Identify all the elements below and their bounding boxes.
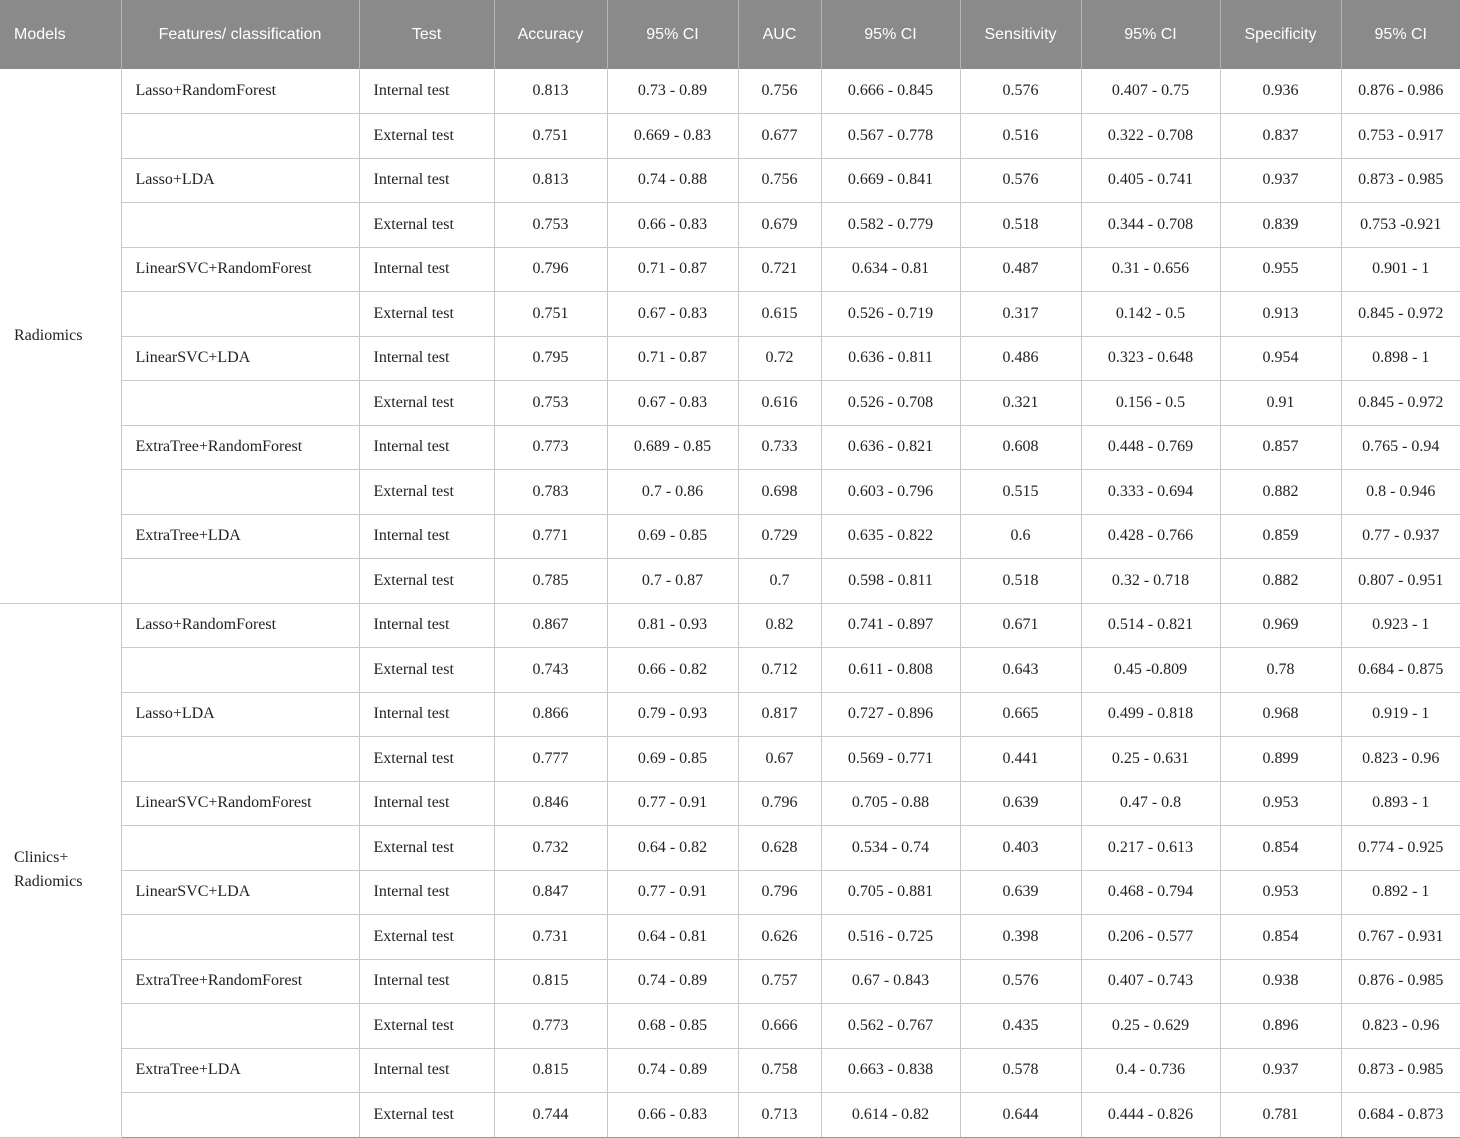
test-cell: Internal test xyxy=(359,247,494,292)
sensitivity-ci-cell: 0.514 - 0.821 xyxy=(1081,603,1220,648)
specificity-cell: 0.781 xyxy=(1220,1093,1341,1138)
header-auc-ci: 95% CI xyxy=(821,0,960,69)
specificity-ci-cell: 0.845 - 0.972 xyxy=(1341,381,1460,426)
auc-cell: 0.729 xyxy=(738,514,821,559)
accuracy-ci-cell: 0.64 - 0.82 xyxy=(607,826,738,871)
sensitivity-cell: 0.608 xyxy=(960,425,1081,470)
auc-ci-cell: 0.562 - 0.767 xyxy=(821,1004,960,1049)
auc-cell: 0.733 xyxy=(738,425,821,470)
feature-cell: Lasso+LDA xyxy=(121,158,359,203)
accuracy-cell: 0.846 xyxy=(494,781,607,826)
auc-ci-cell: 0.705 - 0.88 xyxy=(821,781,960,826)
auc-ci-cell: 0.669 - 0.841 xyxy=(821,158,960,203)
specificity-ci-cell: 0.774 - 0.925 xyxy=(1341,826,1460,871)
sensitivity-cell: 0.6 xyxy=(960,514,1081,559)
auc-ci-cell: 0.567 - 0.778 xyxy=(821,114,960,159)
accuracy-cell: 0.815 xyxy=(494,1048,607,1093)
sensitivity-ci-cell: 0.217 - 0.613 xyxy=(1081,826,1220,871)
accuracy-cell: 0.743 xyxy=(494,648,607,693)
sensitivity-cell: 0.643 xyxy=(960,648,1081,693)
specificity-ci-cell: 0.893 - 1 xyxy=(1341,781,1460,826)
feature-cell xyxy=(121,826,359,871)
table-row xyxy=(0,826,1460,871)
accuracy-cell: 0.773 xyxy=(494,425,607,470)
specificity-ci-cell: 0.845 - 0.972 xyxy=(1341,292,1460,337)
auc-ci-cell: 0.614 - 0.82 xyxy=(821,1093,960,1138)
feature-cell xyxy=(121,559,359,604)
feature-cell: ExtraTree+RandomForest xyxy=(121,959,359,1004)
table-row xyxy=(0,870,1460,915)
specificity-ci-cell: 0.876 - 0.986 xyxy=(1341,69,1460,114)
accuracy-cell: 0.867 xyxy=(494,603,607,648)
specificity-cell: 0.953 xyxy=(1220,870,1341,915)
auc-cell: 0.713 xyxy=(738,1093,821,1138)
sensitivity-ci-cell: 0.142 - 0.5 xyxy=(1081,292,1220,337)
specificity-ci-cell: 0.873 - 0.985 xyxy=(1341,158,1460,203)
auc-cell: 0.72 xyxy=(738,336,821,381)
sensitivity-ci-cell: 0.32 - 0.718 xyxy=(1081,559,1220,604)
auc-ci-cell: 0.705 - 0.881 xyxy=(821,870,960,915)
header-accuracy-ci: 95% CI xyxy=(607,0,738,69)
sensitivity-cell: 0.321 xyxy=(960,381,1081,426)
specificity-cell: 0.953 xyxy=(1220,781,1341,826)
table-row xyxy=(0,514,1460,559)
specificity-ci-cell: 0.77 - 0.937 xyxy=(1341,514,1460,559)
accuracy-ci-cell: 0.77 - 0.91 xyxy=(607,781,738,826)
sensitivity-ci-cell: 0.407 - 0.743 xyxy=(1081,959,1220,1004)
auc-cell: 0.628 xyxy=(738,826,821,871)
specificity-cell: 0.837 xyxy=(1220,114,1341,159)
accuracy-ci-cell: 0.71 - 0.87 xyxy=(607,336,738,381)
specificity-ci-cell: 0.876 - 0.985 xyxy=(1341,959,1460,1004)
sensitivity-ci-cell: 0.499 - 0.818 xyxy=(1081,692,1220,737)
sensitivity-ci-cell: 0.333 - 0.694 xyxy=(1081,470,1220,515)
sensitivity-cell: 0.576 xyxy=(960,69,1081,114)
sensitivity-ci-cell: 0.407 - 0.75 xyxy=(1081,69,1220,114)
table-row xyxy=(0,247,1460,292)
table-row xyxy=(0,737,1460,782)
specificity-ci-cell: 0.684 - 0.873 xyxy=(1341,1093,1460,1138)
header-row xyxy=(0,0,1460,69)
accuracy-ci-cell: 0.79 - 0.93 xyxy=(607,692,738,737)
test-cell: Internal test xyxy=(359,781,494,826)
specificity-cell: 0.854 xyxy=(1220,826,1341,871)
accuracy-cell: 0.744 xyxy=(494,1093,607,1138)
sensitivity-cell: 0.576 xyxy=(960,158,1081,203)
auc-ci-cell: 0.67 - 0.843 xyxy=(821,959,960,1004)
feature-cell: LinearSVC+LDA xyxy=(121,336,359,381)
table-header xyxy=(0,0,1460,69)
auc-cell: 0.7 xyxy=(738,559,821,604)
specificity-cell: 0.913 xyxy=(1220,292,1341,337)
auc-cell: 0.757 xyxy=(738,959,821,1004)
auc-cell: 0.796 xyxy=(738,870,821,915)
test-cell: External test xyxy=(359,648,494,693)
feature-cell: LinearSVC+LDA xyxy=(121,870,359,915)
header-specificity-ci: 95% CI xyxy=(1341,0,1460,69)
accuracy-cell: 0.751 xyxy=(494,292,607,337)
sensitivity-cell: 0.639 xyxy=(960,781,1081,826)
specificity-ci-cell: 0.823 - 0.96 xyxy=(1341,737,1460,782)
auc-ci-cell: 0.741 - 0.897 xyxy=(821,603,960,648)
specificity-ci-cell: 0.807 - 0.951 xyxy=(1341,559,1460,604)
specificity-cell: 0.857 xyxy=(1220,425,1341,470)
header-specificity: Specificity xyxy=(1220,0,1341,69)
test-cell: Internal test xyxy=(359,692,494,737)
test-cell: External test xyxy=(359,381,494,426)
auc-cell: 0.756 xyxy=(738,158,821,203)
sensitivity-cell: 0.486 xyxy=(960,336,1081,381)
feature-cell xyxy=(121,648,359,693)
test-cell: External test xyxy=(359,559,494,604)
feature-cell: ExtraTree+LDA xyxy=(121,514,359,559)
auc-cell: 0.698 xyxy=(738,470,821,515)
sensitivity-cell: 0.518 xyxy=(960,203,1081,248)
test-cell: Internal test xyxy=(359,514,494,559)
table-row xyxy=(0,559,1460,604)
sensitivity-ci-cell: 0.468 - 0.794 xyxy=(1081,870,1220,915)
accuracy-cell: 0.813 xyxy=(494,158,607,203)
sensitivity-ci-cell: 0.428 - 0.766 xyxy=(1081,514,1220,559)
sensitivity-ci-cell: 0.25 - 0.629 xyxy=(1081,1004,1220,1049)
sensitivity-cell: 0.317 xyxy=(960,292,1081,337)
test-cell: External test xyxy=(359,203,494,248)
test-cell: Internal test xyxy=(359,336,494,381)
header-sensitivity-ci: 95% CI xyxy=(1081,0,1220,69)
table-body xyxy=(0,69,1460,1137)
specificity-cell: 0.954 xyxy=(1220,336,1341,381)
specificity-cell: 0.896 xyxy=(1220,1004,1341,1049)
specificity-ci-cell: 0.8 - 0.946 xyxy=(1341,470,1460,515)
sensitivity-cell: 0.516 xyxy=(960,114,1081,159)
sensitivity-ci-cell: 0.323 - 0.648 xyxy=(1081,336,1220,381)
table-row xyxy=(0,158,1460,203)
table-row xyxy=(0,692,1460,737)
accuracy-ci-cell: 0.68 - 0.85 xyxy=(607,1004,738,1049)
accuracy-cell: 0.753 xyxy=(494,381,607,426)
accuracy-cell: 0.777 xyxy=(494,737,607,782)
test-cell: Internal test xyxy=(359,158,494,203)
feature-cell: Lasso+LDA xyxy=(121,692,359,737)
sensitivity-cell: 0.639 xyxy=(960,870,1081,915)
auc-ci-cell: 0.569 - 0.771 xyxy=(821,737,960,782)
accuracy-cell: 0.847 xyxy=(494,870,607,915)
auc-ci-cell: 0.636 - 0.821 xyxy=(821,425,960,470)
accuracy-ci-cell: 0.77 - 0.91 xyxy=(607,870,738,915)
test-cell: Internal test xyxy=(359,425,494,470)
specificity-ci-cell: 0.823 - 0.96 xyxy=(1341,1004,1460,1049)
specificity-ci-cell: 0.767 - 0.931 xyxy=(1341,915,1460,960)
accuracy-cell: 0.815 xyxy=(494,959,607,1004)
feature-cell xyxy=(121,203,359,248)
sensitivity-ci-cell: 0.31 - 0.656 xyxy=(1081,247,1220,292)
table-row xyxy=(0,959,1460,1004)
table-row xyxy=(0,1048,1460,1093)
feature-cell: ExtraTree+LDA xyxy=(121,1048,359,1093)
auc-cell: 0.82 xyxy=(738,603,821,648)
accuracy-cell: 0.753 xyxy=(494,203,607,248)
accuracy-cell: 0.795 xyxy=(494,336,607,381)
specificity-ci-cell: 0.898 - 1 xyxy=(1341,336,1460,381)
sensitivity-ci-cell: 0.206 - 0.577 xyxy=(1081,915,1220,960)
feature-cell: ExtraTree+RandomForest xyxy=(121,425,359,470)
test-cell: External test xyxy=(359,114,494,159)
auc-cell: 0.721 xyxy=(738,247,821,292)
header-auc: AUC xyxy=(738,0,821,69)
accuracy-cell: 0.785 xyxy=(494,559,607,604)
table-row xyxy=(0,69,1460,114)
table-row xyxy=(0,336,1460,381)
accuracy-ci-cell: 0.69 - 0.85 xyxy=(607,514,738,559)
sensitivity-ci-cell: 0.4 - 0.736 xyxy=(1081,1048,1220,1093)
auc-cell: 0.758 xyxy=(738,1048,821,1093)
sensitivity-cell: 0.671 xyxy=(960,603,1081,648)
header-accuracy: Accuracy xyxy=(494,0,607,69)
specificity-cell: 0.968 xyxy=(1220,692,1341,737)
table-row xyxy=(0,292,1460,337)
specificity-ci-cell: 0.753 -0.921 xyxy=(1341,203,1460,248)
auc-ci-cell: 0.603 - 0.796 xyxy=(821,470,960,515)
feature-cell xyxy=(121,470,359,515)
auc-cell: 0.817 xyxy=(738,692,821,737)
specificity-ci-cell: 0.765 - 0.94 xyxy=(1341,425,1460,470)
accuracy-ci-cell: 0.67 - 0.83 xyxy=(607,292,738,337)
specificity-cell: 0.955 xyxy=(1220,247,1341,292)
auc-cell: 0.679 xyxy=(738,203,821,248)
test-cell: External test xyxy=(359,292,494,337)
auc-ci-cell: 0.636 - 0.811 xyxy=(821,336,960,381)
header-models: Models xyxy=(0,0,121,69)
accuracy-ci-cell: 0.71 - 0.87 xyxy=(607,247,738,292)
accuracy-ci-cell: 0.73 - 0.89 xyxy=(607,69,738,114)
sensitivity-cell: 0.487 xyxy=(960,247,1081,292)
test-cell: Internal test xyxy=(359,870,494,915)
test-cell: Internal test xyxy=(359,1048,494,1093)
specificity-ci-cell: 0.919 - 1 xyxy=(1341,692,1460,737)
accuracy-ci-cell: 0.669 - 0.83 xyxy=(607,114,738,159)
test-cell: Internal test xyxy=(359,603,494,648)
auc-cell: 0.677 xyxy=(738,114,821,159)
accuracy-cell: 0.732 xyxy=(494,826,607,871)
auc-ci-cell: 0.582 - 0.779 xyxy=(821,203,960,248)
accuracy-ci-cell: 0.7 - 0.86 xyxy=(607,470,738,515)
auc-cell: 0.615 xyxy=(738,292,821,337)
table-row xyxy=(0,203,1460,248)
auc-cell: 0.796 xyxy=(738,781,821,826)
specificity-cell: 0.899 xyxy=(1220,737,1341,782)
specificity-cell: 0.839 xyxy=(1220,203,1341,248)
feature-cell xyxy=(121,915,359,960)
accuracy-cell: 0.731 xyxy=(494,915,607,960)
feature-cell: LinearSVC+RandomForest xyxy=(121,247,359,292)
specificity-cell: 0.859 xyxy=(1220,514,1341,559)
feature-cell: LinearSVC+RandomForest xyxy=(121,781,359,826)
specificity-ci-cell: 0.892 - 1 xyxy=(1341,870,1460,915)
table-row xyxy=(0,603,1460,648)
accuracy-cell: 0.796 xyxy=(494,247,607,292)
specificity-cell: 0.882 xyxy=(1220,559,1341,604)
accuracy-cell: 0.813 xyxy=(494,69,607,114)
specificity-cell: 0.854 xyxy=(1220,915,1341,960)
sensitivity-cell: 0.515 xyxy=(960,470,1081,515)
model-group-label: Clinics+ Radiomics xyxy=(0,603,121,1137)
feature-cell xyxy=(121,1004,359,1049)
sensitivity-ci-cell: 0.156 - 0.5 xyxy=(1081,381,1220,426)
feature-cell xyxy=(121,381,359,426)
auc-ci-cell: 0.666 - 0.845 xyxy=(821,69,960,114)
sensitivity-ci-cell: 0.405 - 0.741 xyxy=(1081,158,1220,203)
table-row xyxy=(0,425,1460,470)
feature-cell xyxy=(121,1093,359,1138)
test-cell: External test xyxy=(359,1004,494,1049)
specificity-cell: 0.91 xyxy=(1220,381,1341,426)
test-cell: External test xyxy=(359,737,494,782)
accuracy-ci-cell: 0.74 - 0.89 xyxy=(607,1048,738,1093)
specificity-cell: 0.937 xyxy=(1220,1048,1341,1093)
feature-cell xyxy=(121,292,359,337)
auc-ci-cell: 0.526 - 0.708 xyxy=(821,381,960,426)
sensitivity-cell: 0.441 xyxy=(960,737,1081,782)
test-cell: Internal test xyxy=(359,69,494,114)
sensitivity-cell: 0.576 xyxy=(960,959,1081,1004)
accuracy-ci-cell: 0.74 - 0.89 xyxy=(607,959,738,1004)
feature-cell xyxy=(121,737,359,782)
accuracy-cell: 0.866 xyxy=(494,692,607,737)
auc-cell: 0.712 xyxy=(738,648,821,693)
accuracy-ci-cell: 0.7 - 0.87 xyxy=(607,559,738,604)
auc-ci-cell: 0.727 - 0.896 xyxy=(821,692,960,737)
feature-cell: Lasso+RandomForest xyxy=(121,603,359,648)
model-group-label: Radiomics xyxy=(0,69,121,603)
specificity-ci-cell: 0.873 - 0.985 xyxy=(1341,1048,1460,1093)
auc-ci-cell: 0.635 - 0.822 xyxy=(821,514,960,559)
header-features: Features/ classification xyxy=(121,0,359,69)
auc-ci-cell: 0.611 - 0.808 xyxy=(821,648,960,693)
header-sensitivity: Sensitivity xyxy=(960,0,1081,69)
specificity-ci-cell: 0.901 - 1 xyxy=(1341,247,1460,292)
auc-ci-cell: 0.634 - 0.81 xyxy=(821,247,960,292)
specificity-cell: 0.938 xyxy=(1220,959,1341,1004)
accuracy-ci-cell: 0.67 - 0.83 xyxy=(607,381,738,426)
specificity-ci-cell: 0.923 - 1 xyxy=(1341,603,1460,648)
sensitivity-cell: 0.403 xyxy=(960,826,1081,871)
sensitivity-ci-cell: 0.25 - 0.631 xyxy=(1081,737,1220,782)
accuracy-ci-cell: 0.64 - 0.81 xyxy=(607,915,738,960)
header-test: Test xyxy=(359,0,494,69)
auc-ci-cell: 0.663 - 0.838 xyxy=(821,1048,960,1093)
test-cell: External test xyxy=(359,470,494,515)
accuracy-cell: 0.771 xyxy=(494,514,607,559)
accuracy-ci-cell: 0.689 - 0.85 xyxy=(607,425,738,470)
table-row xyxy=(0,915,1460,960)
accuracy-cell: 0.783 xyxy=(494,470,607,515)
table-row xyxy=(0,1093,1460,1138)
accuracy-cell: 0.751 xyxy=(494,114,607,159)
auc-ci-cell: 0.516 - 0.725 xyxy=(821,915,960,960)
specificity-cell: 0.78 xyxy=(1220,648,1341,693)
sensitivity-cell: 0.518 xyxy=(960,559,1081,604)
auc-cell: 0.756 xyxy=(738,69,821,114)
auc-cell: 0.626 xyxy=(738,915,821,960)
accuracy-ci-cell: 0.81 - 0.93 xyxy=(607,603,738,648)
table-row xyxy=(0,114,1460,159)
specificity-ci-cell: 0.684 - 0.875 xyxy=(1341,648,1460,693)
auc-ci-cell: 0.526 - 0.719 xyxy=(821,292,960,337)
table-row xyxy=(0,648,1460,693)
auc-cell: 0.616 xyxy=(738,381,821,426)
accuracy-ci-cell: 0.66 - 0.83 xyxy=(607,203,738,248)
accuracy-ci-cell: 0.66 - 0.83 xyxy=(607,1093,738,1138)
sensitivity-cell: 0.435 xyxy=(960,1004,1081,1049)
auc-cell: 0.666 xyxy=(738,1004,821,1049)
feature-cell xyxy=(121,114,359,159)
auc-ci-cell: 0.598 - 0.811 xyxy=(821,559,960,604)
test-cell: External test xyxy=(359,826,494,871)
sensitivity-cell: 0.644 xyxy=(960,1093,1081,1138)
sensitivity-ci-cell: 0.47 - 0.8 xyxy=(1081,781,1220,826)
specificity-ci-cell: 0.753 - 0.917 xyxy=(1341,114,1460,159)
sensitivity-ci-cell: 0.344 - 0.708 xyxy=(1081,203,1220,248)
sensitivity-cell: 0.578 xyxy=(960,1048,1081,1093)
test-cell: External test xyxy=(359,915,494,960)
specificity-cell: 0.936 xyxy=(1220,69,1341,114)
auc-cell: 0.67 xyxy=(738,737,821,782)
table-row xyxy=(0,781,1460,826)
accuracy-ci-cell: 0.69 - 0.85 xyxy=(607,737,738,782)
specificity-cell: 0.969 xyxy=(1220,603,1341,648)
accuracy-ci-cell: 0.66 - 0.82 xyxy=(607,648,738,693)
sensitivity-ci-cell: 0.444 - 0.826 xyxy=(1081,1093,1220,1138)
table-row xyxy=(0,470,1460,515)
table-row xyxy=(0,381,1460,426)
sensitivity-cell: 0.398 xyxy=(960,915,1081,960)
specificity-cell: 0.882 xyxy=(1220,470,1341,515)
test-cell: External test xyxy=(359,1093,494,1138)
feature-cell: Lasso+RandomForest xyxy=(121,69,359,114)
sensitivity-cell: 0.665 xyxy=(960,692,1081,737)
specificity-cell: 0.937 xyxy=(1220,158,1341,203)
accuracy-ci-cell: 0.74 - 0.88 xyxy=(607,158,738,203)
table-row xyxy=(0,1004,1460,1049)
accuracy-cell: 0.773 xyxy=(494,1004,607,1049)
sensitivity-ci-cell: 0.45 -0.809 xyxy=(1081,648,1220,693)
sensitivity-ci-cell: 0.448 - 0.769 xyxy=(1081,425,1220,470)
test-cell: Internal test xyxy=(359,959,494,1004)
auc-ci-cell: 0.534 - 0.74 xyxy=(821,826,960,871)
sensitivity-ci-cell: 0.322 - 0.708 xyxy=(1081,114,1220,159)
